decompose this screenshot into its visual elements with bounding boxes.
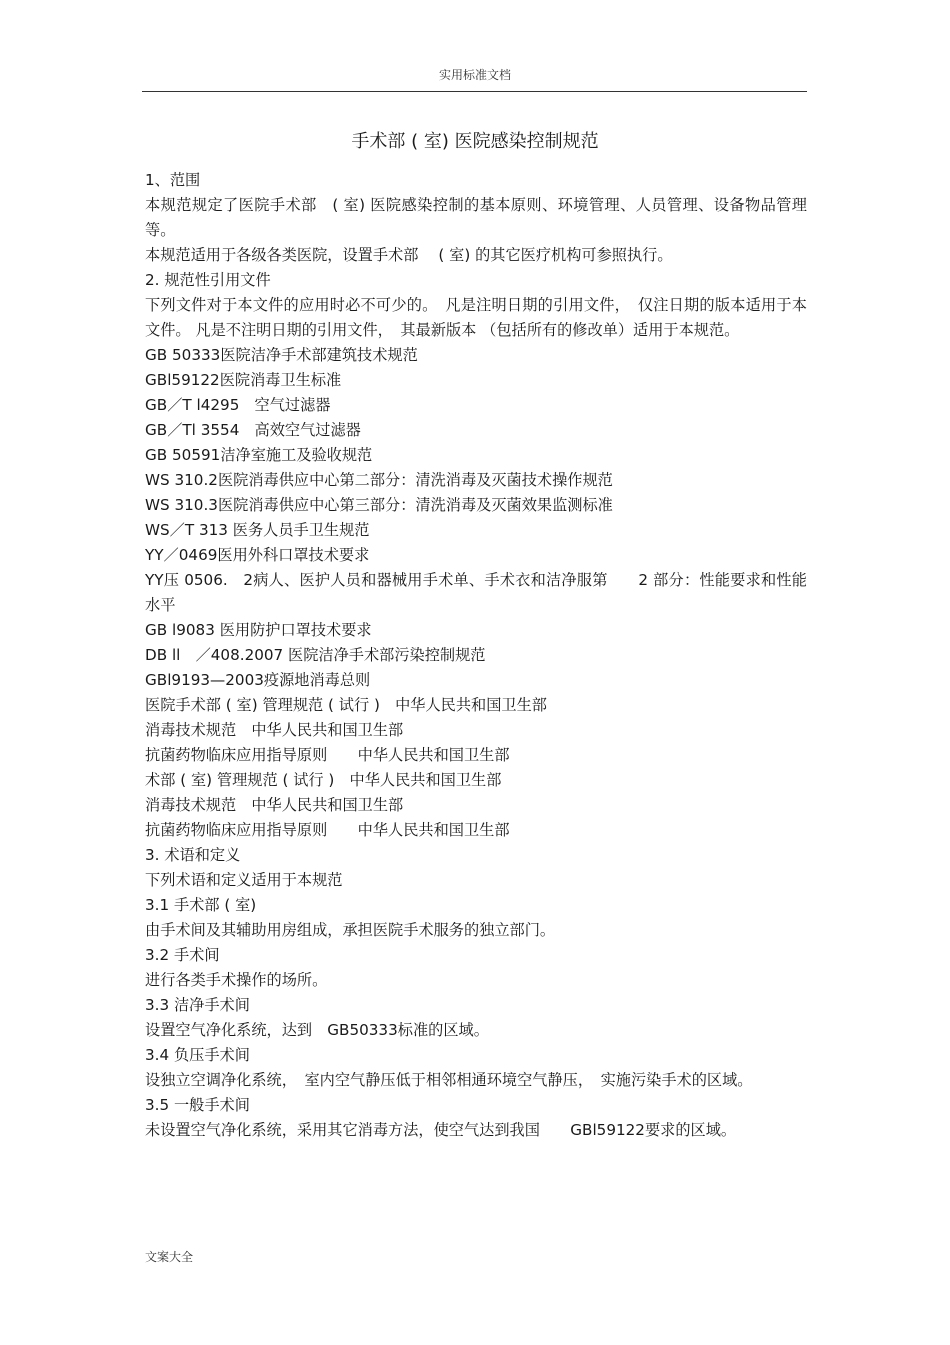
document-body <box>145 168 807 1143</box>
text-line: 3. 术语和定义 <box>145 846 241 864</box>
text-line: 设置空气净化系统，达到 GB50333标准的区域。 <box>145 1021 489 1039</box>
text-line: GBl59122医院消毒卫生标准 <box>145 371 342 389</box>
text-line: 3.2 手术间 <box>145 946 220 964</box>
text-line: 3.1 手术部 ( 室) <box>145 896 257 914</box>
text-line: 3.4 负压手术间 <box>145 1046 250 1064</box>
text-line: 抗菌药物临床应用指导原则 中华人民共和国卫生部 <box>145 821 510 839</box>
text-line: 设独立空调净化系统， 室内空气静压低于相邻相通环境空气静压， 实施污染手术的区域。 <box>145 1071 753 1089</box>
text-line: WS 310.2医院消毒供应中心第二部分：清洗消毒及灭菌技术操作规范 <box>145 471 613 489</box>
text-line: YY／0469医用外科口罩技术要求 <box>145 546 370 564</box>
text-line: 由手术间及其辅助用房组成，承担医院手术服务的独立部门。 <box>145 921 556 939</box>
text-line: DB ll ／408.2007 医院洁净手术部污染控制规范 <box>145 646 486 664</box>
document-title: 手术部 ( 室) 医院感染控制规范 <box>351 131 599 152</box>
header-divider <box>142 91 807 92</box>
text-line: GB l9083 医用防护口罩技术要求 <box>145 621 372 639</box>
text-line: 抗菌药物临床应用指导原则 中华人民共和国卫生部 <box>145 746 510 764</box>
text-line: 1、范围 <box>145 171 201 189</box>
text-line: GBl9193—2003疫源地消毒总则 <box>145 671 371 689</box>
text-line: 消毒技术规范 中华人民共和国卫生部 <box>145 796 404 814</box>
text-line: 3.3 洁净手术间 <box>145 996 250 1014</box>
text-line: 医院手术部 ( 室) 管理规范 ( 试行 ) 中华人民共和国卫生部 <box>145 696 547 714</box>
text-line: GB 50333医院洁净手术部建筑技术规范 <box>145 346 418 364</box>
text-line: 3.5 一般手术间 <box>145 1096 250 1114</box>
text-line: 本规范适用于各级各类医院，设置手术部 ( 室) 的其它医疗机构可参照执行。 <box>145 246 673 264</box>
text-line: YY压 0506. 2病人、医护人员和器械用手术单、手术衣和洁净服第 2 部分：性能要求和性能水平 <box>145 571 807 614</box>
text-line: WS 310.3医院消毒供应中心第三部分：清洗消毒及灭菌效果监测标准 <box>145 496 613 514</box>
text-line: GB／T l4295 空气过滤器 <box>145 396 331 414</box>
text-line: GB／Tl 3554 高效空气过滤器 <box>145 421 361 439</box>
text-line: 术部 ( 室) 管理规范 ( 试行 ) 中华人民共和国卫生部 <box>145 771 502 789</box>
text-line: 未设置空气净化系统，采用其它消毒方法，使空气达到我国 GBl59122要求的区域。 <box>145 1121 737 1139</box>
text-line: 下列文件对于本文件的应用时必不可少的。 凡是注明日期的引用文件， 仅注日期的版本适用于本文件。 凡是不注明日期的引用文件， 其最新版本 （包括所有的修改单）适用于本规范。 <box>145 296 807 339</box>
text-line: GB 50591洁净室施工及验收规范 <box>145 446 373 464</box>
text-line: WS／T 313 医务人员手卫生规范 <box>145 521 370 539</box>
text-line: 2. 规范性引用文件 <box>145 271 271 289</box>
page-footer: 文案大全 <box>145 1250 194 1264</box>
text-line: 消毒技术规范 中华人民共和国卫生部 <box>145 721 404 739</box>
text-line: 下列术语和定义适用于本规范 <box>145 871 343 889</box>
text-line: 本规范规定了医院手术部 ( 室) 医院感染控制的基本原则、环境管理、人员管理、设备物品管理等。 <box>145 196 807 239</box>
page-header: 实用标准文档 <box>438 68 511 82</box>
text-line: 进行各类手术操作的场所。 <box>145 971 328 989</box>
